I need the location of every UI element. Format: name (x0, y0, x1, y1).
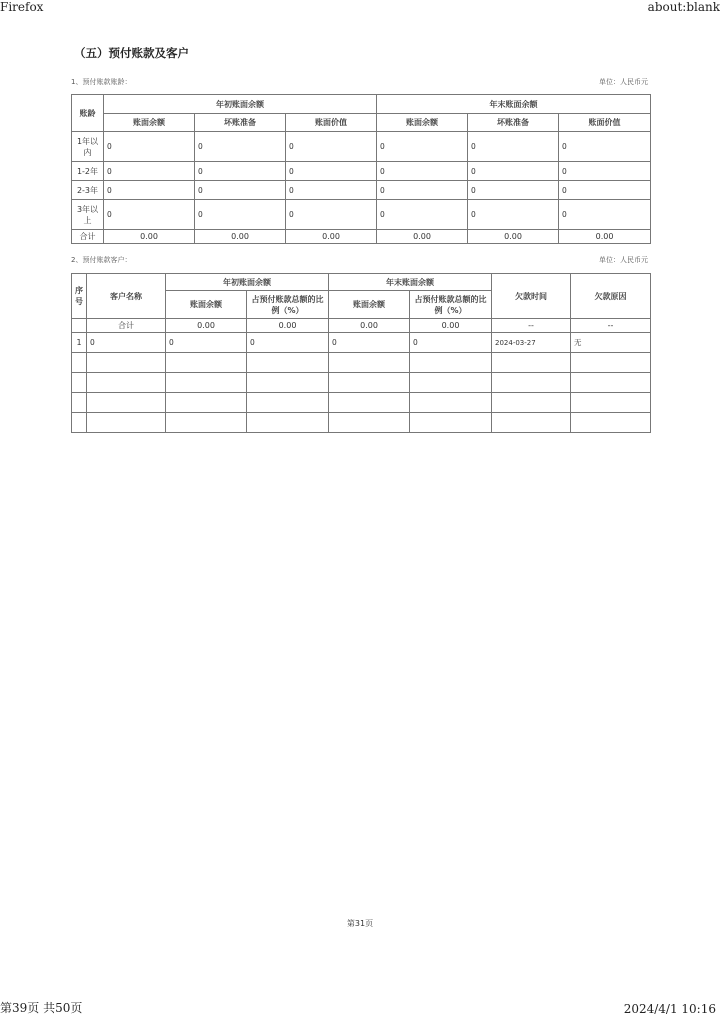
table-row (72, 132, 651, 162)
age-header: 账龄 (72, 95, 104, 132)
total-label: 合计 (72, 230, 104, 244)
balance-header: 账面余额 (329, 291, 410, 319)
arrears-reason: 无 (571, 333, 651, 353)
customer-caption: 2、预付账款客户： (71, 256, 132, 264)
cell: 0 (286, 181, 377, 200)
col-header: 账面价值 (286, 114, 377, 132)
customer-name-header: 客户名称 (87, 274, 166, 319)
aging-unit: 单位：人民币元 (599, 78, 648, 86)
age-label: 2-3年 (72, 181, 104, 200)
cell: 0 (104, 132, 195, 162)
cell: 0 (247, 333, 329, 353)
total-cell: 0.00 (329, 319, 410, 333)
cell: 0 (104, 162, 195, 181)
total-row (72, 230, 651, 244)
browser-url: about:blank (647, 0, 720, 14)
begin-balance-header: 年初账面余额 (166, 274, 329, 291)
age-label: 3年以上 (72, 200, 104, 230)
total-row (72, 319, 651, 333)
table-row (72, 162, 651, 181)
total-cell: 0.00 (166, 319, 247, 333)
customer-unit: 单位：人民币元 (599, 256, 648, 264)
cell: 0 (166, 333, 247, 353)
end-balance-header: 年末账面余额 (377, 95, 651, 114)
arrears-time: 2024-03-27 (492, 333, 571, 353)
cell: 0 (286, 200, 377, 230)
cell: 0 (195, 181, 286, 200)
cell: 0 (468, 162, 559, 181)
cell: 0 (559, 200, 651, 230)
cell: 0 (377, 200, 468, 230)
cell: 0 (377, 181, 468, 200)
cell: 0 (559, 162, 651, 181)
table-row (72, 333, 651, 353)
total-cell: 0.00 (377, 230, 468, 244)
table-row (72, 393, 651, 413)
cell: 0 (329, 333, 410, 353)
total-cell: 0.00 (559, 230, 651, 244)
total-cell: -- (571, 319, 651, 333)
total-cell: 0.00 (247, 319, 329, 333)
age-label: 1-2年 (72, 162, 104, 181)
browser-name: Firefox (0, 0, 44, 14)
total-cell: 0.00 (410, 319, 492, 333)
no-header: 序号 (72, 274, 87, 319)
begin-balance-header: 年初账面余额 (104, 95, 377, 114)
col-header: 坏账准备 (195, 114, 286, 132)
aging-table (71, 94, 651, 244)
table-row (72, 200, 651, 230)
table-row (72, 181, 651, 200)
cell: 0 (559, 181, 651, 200)
cell: 0 (104, 200, 195, 230)
aging-caption: 1、预付账款账龄： (71, 78, 132, 86)
cell: 0 (195, 132, 286, 162)
table-row (72, 373, 651, 393)
section-title: （五）预付账款及客户 (74, 46, 189, 60)
table-row (72, 413, 651, 433)
row-number: 1 (72, 333, 87, 353)
ratio-header: 占预付账款总额的比例（%） (247, 291, 329, 319)
age-label: 1年以内 (72, 132, 104, 162)
total-cell: 0.00 (195, 230, 286, 244)
table-row (72, 353, 651, 373)
cell: 0 (195, 200, 286, 230)
print-datetime: 2024/4/1 10:16 (623, 1002, 716, 1016)
cell: 0 (104, 181, 195, 200)
arrears-reason-header: 欠款原因 (571, 274, 651, 319)
total-cell: -- (492, 319, 571, 333)
cell: 0 (559, 132, 651, 162)
customer-table (71, 273, 651, 433)
cell: 0 (410, 333, 492, 353)
col-header: 坏账准备 (468, 114, 559, 132)
cell: 0 (195, 162, 286, 181)
cell: 0 (377, 132, 468, 162)
cell: 0 (377, 162, 468, 181)
cell: 0 (468, 132, 559, 162)
total-label: 合计 (87, 319, 166, 333)
balance-header: 账面余额 (166, 291, 247, 319)
end-balance-header: 年末账面余额 (329, 274, 492, 291)
cell: 0 (286, 162, 377, 181)
total-cell: 0.00 (286, 230, 377, 244)
col-header: 账面余额 (377, 114, 468, 132)
customer-name: 0 (87, 333, 166, 353)
cell: 0 (286, 132, 377, 162)
col-header: 账面余额 (104, 114, 195, 132)
cell: 0 (468, 181, 559, 200)
arrears-time-header: 欠款时间 (492, 274, 571, 319)
page-number: 第31页 (346, 919, 374, 928)
col-header: 账面价值 (559, 114, 651, 132)
total-cell: 0.00 (104, 230, 195, 244)
ratio-header: 占预付账款总额的比例（%） (410, 291, 492, 319)
print-page-count: 第39页 共50页 (0, 1001, 83, 1015)
total-cell: 0.00 (468, 230, 559, 244)
empty-cell (72, 319, 87, 333)
cell: 0 (468, 200, 559, 230)
